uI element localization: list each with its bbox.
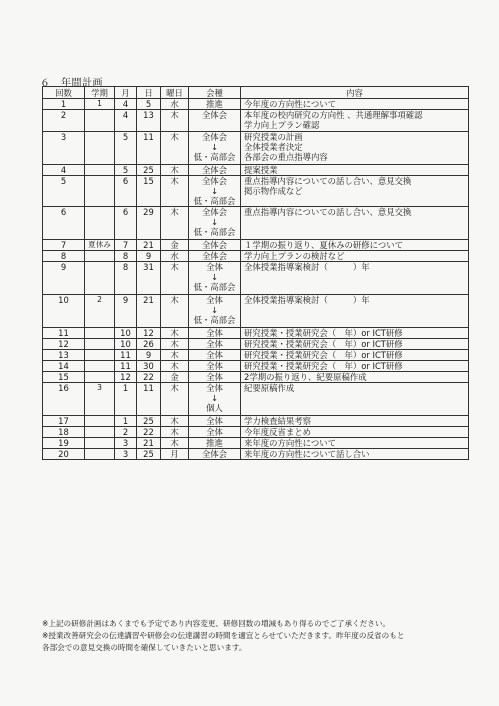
- content-line: １学期の振り返り、夏休みの研修について: [244, 240, 403, 250]
- row-meeting-type: [189, 383, 241, 416]
- meeting-type-line: 全体: [206, 328, 223, 338]
- meeting-type-line: 全体会: [201, 207, 228, 217]
- row-weekday: 水: [161, 99, 189, 110]
- meeting-type-line: 全体: [206, 427, 223, 437]
- row-gakki: 1: [85, 99, 115, 110]
- row-day: 22: [137, 372, 161, 383]
- header-youbi: 曜日: [161, 87, 189, 99]
- row-gakki: [85, 339, 115, 350]
- row-day: 11: [137, 383, 161, 416]
- row-weekday: 木: [161, 361, 189, 372]
- section-title: ６ 年間計画: [40, 78, 103, 89]
- row-day: 25: [137, 416, 161, 427]
- row-day: 26: [137, 339, 161, 350]
- row-gakki: [85, 251, 115, 262]
- row-number: 2: [43, 110, 85, 132]
- row-meeting-type: [189, 427, 241, 438]
- meeting-type-line: 全体: [206, 295, 223, 305]
- row-month: 4: [115, 99, 137, 110]
- row-month: 10: [115, 328, 137, 339]
- row-day: 11: [137, 132, 161, 165]
- down-arrow-icon: ↓: [210, 305, 219, 315]
- header-tsuki: 月: [115, 87, 137, 99]
- content-line: 研究授業・授業研究会（ 年）or ICT研修: [244, 350, 403, 360]
- row-meeting-type: [189, 328, 241, 339]
- table-row: [43, 350, 469, 361]
- meeting-type-line: 全体会: [201, 165, 228, 175]
- row-month: 12: [115, 372, 137, 383]
- row-number: 17: [43, 416, 85, 427]
- row-month: 1: [115, 416, 137, 427]
- meeting-type-line: 全体: [206, 416, 223, 426]
- table-row: [43, 416, 469, 427]
- header-gakki: 学期: [85, 87, 115, 99]
- row-gakki: [85, 449, 115, 460]
- meeting-type-line: 全体: [206, 262, 223, 272]
- row-meeting-type: [189, 438, 241, 449]
- header-kaishu: 会種: [189, 87, 241, 99]
- row-number: 5: [43, 176, 85, 207]
- row-meeting-type: [189, 240, 241, 251]
- row-meeting-type: [189, 207, 241, 240]
- row-meeting-type: [189, 251, 241, 262]
- row-number: 7: [43, 240, 85, 251]
- table-header-row: [43, 87, 469, 99]
- meeting-type-line: 個人: [206, 403, 223, 413]
- row-day: 29: [137, 207, 161, 240]
- row-month: 8: [115, 251, 137, 262]
- row-content: [241, 328, 469, 339]
- row-weekday: 木: [161, 339, 189, 350]
- content-line: 学力向上プランの検討など: [244, 251, 345, 261]
- row-content: [241, 361, 469, 372]
- down-arrow-icon: ↓: [210, 393, 219, 403]
- row-month: 3: [115, 438, 137, 449]
- row-meeting-type: [189, 165, 241, 176]
- meeting-type-line: 低・高部会: [193, 196, 236, 206]
- row-weekday: 木: [161, 328, 189, 339]
- row-day: 31: [137, 262, 161, 295]
- row-weekday: 木: [161, 427, 189, 438]
- row-day: 21: [137, 240, 161, 251]
- row-meeting-type: [189, 132, 241, 165]
- table-row: [43, 99, 469, 110]
- row-month: 6: [115, 176, 137, 207]
- footnotes: [42, 618, 482, 654]
- table-row: [43, 328, 469, 339]
- row-content: [241, 438, 469, 449]
- meeting-type-line: 全体: [206, 372, 223, 382]
- table-row: [43, 427, 469, 438]
- content-line: 掲示物作成など: [244, 186, 303, 196]
- table-row: [43, 207, 469, 240]
- row-weekday: 木: [161, 438, 189, 449]
- table-row: [43, 449, 469, 460]
- content-line: 重点指導内容についての話し合い、意見交換: [244, 176, 412, 186]
- row-gakki: 夏休み: [85, 240, 115, 251]
- row-weekday: 木: [161, 383, 189, 416]
- row-day: 12: [137, 328, 161, 339]
- row-number: 15: [43, 372, 85, 383]
- row-content: [241, 427, 469, 438]
- row-weekday: 金: [161, 372, 189, 383]
- content-line: 学力検査結果考察: [244, 416, 311, 426]
- row-content: [241, 207, 469, 240]
- row-number: 1: [43, 99, 85, 110]
- content-line: 来年度の方向性について: [244, 438, 336, 448]
- row-month: 2: [115, 427, 137, 438]
- down-arrow-icon: ↓: [210, 272, 219, 282]
- table-row: [43, 361, 469, 372]
- meeting-type-line: 低・高部会: [193, 227, 236, 237]
- row-day: 21: [137, 295, 161, 328]
- row-content: [241, 165, 469, 176]
- row-content: [241, 295, 469, 328]
- row-weekday: 木: [161, 165, 189, 176]
- header-hi: 日: [137, 87, 161, 99]
- row-weekday: 木: [161, 176, 189, 207]
- row-number: 16: [43, 383, 85, 416]
- row-gakki: [85, 350, 115, 361]
- row-number: 9: [43, 262, 85, 295]
- footnote-2: ※授業改善研究会の伝達講習や研修会の伝達講習の時間を適宜とらせていただきます。昨年度の反省のもと: [42, 631, 405, 640]
- row-number: 20: [43, 449, 85, 460]
- row-meeting-type: [189, 372, 241, 383]
- row-number: 18: [43, 427, 85, 438]
- row-weekday: 木: [161, 110, 189, 132]
- row-day: 5: [137, 99, 161, 110]
- content-line: 研究授業・授業研究会（ 年）or ICT研修: [244, 328, 403, 338]
- row-weekday: 木: [161, 416, 189, 427]
- down-arrow-icon: ↓: [210, 142, 219, 152]
- content-line: 紀要原稿作成: [244, 383, 295, 393]
- row-weekday: 水: [161, 251, 189, 262]
- meeting-type-line: 全体会: [201, 132, 228, 142]
- row-gakki: [85, 207, 115, 240]
- table-row: [43, 132, 469, 165]
- row-meeting-type: [189, 176, 241, 207]
- row-number: 3: [43, 132, 85, 165]
- content-line: 今年度反省まとめ: [244, 427, 311, 437]
- row-weekday: 木: [161, 132, 189, 165]
- annual-plan-table: [42, 86, 469, 460]
- row-gakki: [85, 165, 115, 176]
- row-month: 7: [115, 240, 137, 251]
- header-kaisu: 回数: [43, 87, 85, 99]
- content-line: 今年度の方向性について: [244, 99, 336, 109]
- row-day: 25: [137, 165, 161, 176]
- down-arrow-icon: ↓: [210, 186, 219, 196]
- row-month: 5: [115, 132, 137, 165]
- row-content: [241, 262, 469, 295]
- row-meeting-type: [189, 110, 241, 132]
- meeting-type-line: 推進: [206, 438, 223, 448]
- row-content: [241, 110, 469, 132]
- row-month: 10: [115, 339, 137, 350]
- table-row: [43, 339, 469, 350]
- table-row: [43, 295, 469, 328]
- row-meeting-type: [189, 449, 241, 460]
- content-line: 学力向上プラン確認: [244, 120, 320, 130]
- row-day: 9: [137, 350, 161, 361]
- content-line: 全体授業指導案検討（ ）年: [244, 262, 370, 272]
- footnote-3: 各部会での意見交換の時間を確保していきたいと思います。: [42, 643, 247, 652]
- row-content: [241, 176, 469, 207]
- content-line: 2学期の振り返り、紀要原稿作成: [244, 372, 367, 382]
- meeting-type-line: 全体会: [201, 449, 228, 459]
- content-line: 重点指導内容についての話し合い、意見交換: [244, 207, 412, 217]
- row-month: 8: [115, 262, 137, 295]
- row-month: 1: [115, 383, 137, 416]
- meeting-type-line: 全体: [206, 350, 223, 360]
- row-gakki: [85, 328, 115, 339]
- row-number: 11: [43, 328, 85, 339]
- content-line: 研究授業・授業研究会（ 年）or ICT研修: [244, 339, 403, 349]
- meeting-type-line: 全体会: [201, 240, 228, 250]
- row-gakki: [85, 132, 115, 165]
- row-content: [241, 383, 469, 416]
- table-row: [43, 251, 469, 262]
- row-gakki: 3: [85, 383, 115, 416]
- table-row: [43, 240, 469, 251]
- content-line: 提案授業: [244, 165, 278, 175]
- meeting-type-line: 全体会: [201, 110, 228, 120]
- row-day: 15: [137, 176, 161, 207]
- table-row: [43, 110, 469, 132]
- row-content: [241, 372, 469, 383]
- row-weekday: 木: [161, 295, 189, 328]
- content-line: 研究授業の計画: [244, 132, 303, 142]
- row-content: [241, 350, 469, 361]
- row-meeting-type: [189, 262, 241, 295]
- row-number: 8: [43, 251, 85, 262]
- row-month: 9: [115, 295, 137, 328]
- header-naiyo: 内容: [241, 87, 469, 99]
- row-gakki: [85, 438, 115, 449]
- row-gakki: [85, 110, 115, 132]
- row-content: [241, 416, 469, 427]
- meeting-type-line: 低・高部会: [193, 282, 236, 292]
- row-meeting-type: [189, 339, 241, 350]
- row-gakki: [85, 262, 115, 295]
- row-content: [241, 449, 469, 460]
- row-content: [241, 99, 469, 110]
- content-line: 本年度の校内研究の方向性 、共通理解事項確認: [244, 110, 423, 120]
- row-number: 12: [43, 339, 85, 350]
- row-month: 3: [115, 449, 137, 460]
- row-content: [241, 339, 469, 350]
- row-day: 13: [137, 110, 161, 132]
- row-gakki: [85, 372, 115, 383]
- row-day: 9: [137, 251, 161, 262]
- row-weekday: 月: [161, 449, 189, 460]
- row-number: 14: [43, 361, 85, 372]
- row-content: [241, 240, 469, 251]
- row-weekday: 金: [161, 240, 189, 251]
- table-row: [43, 438, 469, 449]
- row-weekday: 木: [161, 262, 189, 295]
- row-gakki: [85, 361, 115, 372]
- table-row: [43, 372, 469, 383]
- row-meeting-type: [189, 361, 241, 372]
- row-day: 30: [137, 361, 161, 372]
- meeting-type-line: 全体: [206, 383, 223, 393]
- row-month: 4: [115, 110, 137, 132]
- row-day: 25: [137, 449, 161, 460]
- row-weekday: 木: [161, 350, 189, 361]
- content-line: 各部会の重点指導内容: [244, 152, 328, 162]
- meeting-type-line: 全体会: [201, 176, 228, 186]
- table-row: [43, 262, 469, 295]
- content-line: 来年度の方向性について話し合い: [244, 449, 370, 459]
- down-arrow-icon: ↓: [210, 217, 219, 227]
- table-row: [43, 176, 469, 207]
- content-line: 全体授業者決定: [244, 142, 303, 152]
- row-gakki: [85, 427, 115, 438]
- meeting-type-line: 全体: [206, 339, 223, 349]
- row-day: 21: [137, 438, 161, 449]
- meeting-type-line: 推進: [206, 99, 223, 109]
- meeting-type-line: 全体会: [201, 251, 228, 261]
- row-number: 6: [43, 207, 85, 240]
- meeting-type-line: 全体: [206, 361, 223, 371]
- row-gakki: [85, 416, 115, 427]
- content-line: 研究授業・授業研究会（ 年）or ICT研修: [244, 361, 403, 371]
- row-meeting-type: [189, 295, 241, 328]
- row-number: 4: [43, 165, 85, 176]
- row-meeting-type: [189, 350, 241, 361]
- row-month: 6: [115, 207, 137, 240]
- row-number: 19: [43, 438, 85, 449]
- table-row: [43, 383, 469, 416]
- row-month: 11: [115, 361, 137, 372]
- row-gakki: [85, 176, 115, 207]
- row-content: [241, 132, 469, 165]
- row-weekday: 木: [161, 207, 189, 240]
- meeting-type-line: 低・高部会: [193, 315, 236, 325]
- row-month: 11: [115, 350, 137, 361]
- footnote-1: ※上記の研修計画はあくまでも予定であり内容変更、研修回数の増減もあり得るのでご了承ください。: [42, 619, 391, 628]
- row-meeting-type: [189, 99, 241, 110]
- row-content: [241, 251, 469, 262]
- table-row: [43, 165, 469, 176]
- content-line: 全体授業指導案検討（ ）年: [244, 295, 370, 305]
- row-day: 22: [137, 427, 161, 438]
- meeting-type-line: 低・高部会: [193, 152, 236, 162]
- row-meeting-type: [189, 416, 241, 427]
- row-number: 13: [43, 350, 85, 361]
- row-month: 5: [115, 165, 137, 176]
- row-gakki: 2: [85, 295, 115, 328]
- row-number: 10: [43, 295, 85, 328]
